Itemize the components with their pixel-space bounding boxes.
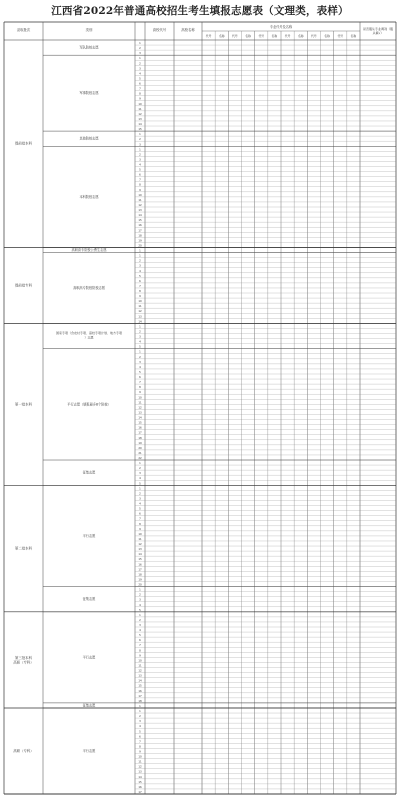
row-number: 10 bbox=[138, 102, 142, 106]
row-number: 12 bbox=[138, 543, 142, 547]
row-number: 13 bbox=[138, 411, 142, 415]
row-number: 10 bbox=[138, 659, 142, 663]
row-number: 9 bbox=[139, 188, 141, 192]
row-number: 11 bbox=[138, 107, 142, 111]
row-number: 13 bbox=[138, 674, 142, 678]
category-label: 国家专项（含农村专项、高校专项计划、地方专项 bbox=[55, 331, 123, 336]
row-number: 1 bbox=[139, 57, 141, 61]
row-number: 17 bbox=[138, 568, 142, 572]
row-number: 5 bbox=[139, 168, 141, 172]
row-number: 11 bbox=[138, 760, 142, 764]
row-number: 3 bbox=[139, 360, 141, 364]
row-number: 10 bbox=[138, 396, 142, 400]
category-label: 本科院校志愿 bbox=[79, 194, 99, 199]
row-number: 2 bbox=[139, 618, 141, 622]
row-number: 2 bbox=[139, 355, 141, 359]
row-number: 5 bbox=[139, 507, 141, 511]
row-number: 8 bbox=[139, 522, 141, 526]
row-number: 19 bbox=[138, 441, 142, 445]
category-label: 征集志愿 bbox=[82, 703, 96, 708]
category-label: 高职高专院校院校志愿 bbox=[73, 285, 105, 290]
section-label: 第三批本科 bbox=[15, 655, 32, 660]
row-number: 13 bbox=[138, 315, 142, 319]
row-number: 1 bbox=[139, 487, 141, 491]
row-number: 11 bbox=[138, 305, 142, 309]
row-number: 18 bbox=[138, 573, 142, 577]
row-number: 16 bbox=[138, 224, 142, 228]
row-number: 2 bbox=[139, 259, 141, 263]
page-title: 江西省2022年普通高校招生考生填报志愿表（文理类，表样） bbox=[51, 5, 349, 17]
row-number: 3 bbox=[139, 264, 141, 268]
header-major-name: 名称 bbox=[245, 34, 251, 38]
row-number: 1 bbox=[139, 704, 141, 708]
row-number: 17 bbox=[138, 790, 142, 794]
row-number: 16 bbox=[138, 785, 142, 789]
row-number: 1 bbox=[139, 249, 141, 253]
row-number: 5 bbox=[139, 730, 141, 734]
header-major-name: 名称 bbox=[324, 34, 330, 38]
row-number: 12 bbox=[138, 310, 142, 314]
row-number: 2 bbox=[139, 153, 141, 157]
header-major-code: 代号 bbox=[284, 34, 291, 38]
header-major-name: 名称 bbox=[271, 34, 278, 38]
row-number: 4 bbox=[139, 477, 141, 481]
row-number: 8 bbox=[139, 386, 141, 390]
row-number: 11 bbox=[138, 664, 142, 668]
row-number: 4 bbox=[139, 340, 141, 344]
row-number: 3 bbox=[139, 143, 141, 147]
row-number: 7 bbox=[139, 517, 141, 521]
row-number: 18 bbox=[138, 234, 142, 238]
row-number: 4 bbox=[139, 629, 141, 633]
row-number: 12 bbox=[138, 203, 142, 207]
category-label: 征集志愿 bbox=[82, 470, 96, 475]
row-number: 7 bbox=[139, 284, 141, 288]
section-label: 高职（专科） bbox=[13, 748, 34, 753]
row-number: 18 bbox=[138, 436, 142, 440]
row-number: 6 bbox=[139, 376, 141, 380]
header-major-code: 代号 bbox=[205, 34, 212, 38]
row-number: 5 bbox=[139, 77, 141, 81]
section-label: 提前批本科 bbox=[15, 141, 32, 146]
row-number: 4 bbox=[139, 365, 141, 369]
header-college-code: 高校代号 bbox=[152, 28, 167, 32]
header-major-code: 代号 bbox=[258, 34, 265, 38]
row-number: 12 bbox=[138, 669, 142, 673]
row-number: 20 bbox=[138, 446, 142, 450]
row-number: 21 bbox=[138, 451, 142, 455]
header-adjust-2: 从填√） bbox=[372, 31, 384, 35]
row-number: 15 bbox=[138, 558, 142, 562]
row-number: 3 bbox=[139, 623, 141, 627]
row-number: 14 bbox=[138, 416, 142, 420]
category-label: 高职高专院校公费生志愿 bbox=[71, 248, 107, 253]
row-number: 2 bbox=[139, 138, 141, 142]
row-number: 5 bbox=[139, 274, 141, 278]
row-number: 15 bbox=[138, 684, 142, 688]
header-major-group: 专业代号及名称 bbox=[269, 25, 293, 29]
row-number: 4 bbox=[139, 163, 141, 167]
section-label: 第一批本科 bbox=[15, 402, 32, 407]
row-number: 17 bbox=[138, 431, 142, 435]
row-number: 19 bbox=[138, 578, 142, 582]
row-number: 22 bbox=[138, 457, 142, 461]
row-number: 4 bbox=[139, 502, 141, 506]
row-number: 2 bbox=[139, 492, 141, 496]
row-number: 1 bbox=[139, 613, 141, 617]
category-label: 征集志愿 bbox=[82, 597, 96, 602]
row-number: 9 bbox=[139, 654, 141, 658]
row-number: 4 bbox=[139, 603, 141, 607]
row-number: 16 bbox=[138, 563, 142, 567]
row-number: 2 bbox=[139, 62, 141, 66]
category-label: 平行志愿 bbox=[82, 533, 96, 538]
row-number: 3 bbox=[139, 497, 141, 501]
row-number: 7 bbox=[139, 740, 141, 744]
row-number: 8 bbox=[139, 183, 141, 187]
row-number: 8 bbox=[139, 92, 141, 96]
row-number: 5 bbox=[139, 482, 141, 486]
row-number: 13 bbox=[138, 117, 142, 121]
row-number: 12 bbox=[138, 406, 142, 410]
row-number: 1 bbox=[139, 350, 141, 354]
row-number: 20 bbox=[138, 583, 142, 587]
row-number: 10 bbox=[138, 755, 142, 759]
row-number: 14 bbox=[138, 123, 142, 127]
category-label: 平行志愿（填报最多8个院校） bbox=[67, 402, 111, 407]
row-number: 9 bbox=[139, 97, 141, 101]
row-number: 4 bbox=[139, 72, 141, 76]
row-number: 2 bbox=[139, 467, 141, 471]
row-number: 8 bbox=[139, 745, 141, 749]
category-label: 军队院校志愿 bbox=[79, 45, 99, 50]
row-number: 16 bbox=[138, 426, 142, 430]
row-number: 7 bbox=[139, 87, 141, 91]
row-number: 12 bbox=[138, 765, 142, 769]
row-number: 3 bbox=[139, 67, 141, 71]
header-adjust: 是否服从专业调剂（服 bbox=[362, 27, 394, 31]
row-number: 7 bbox=[139, 644, 141, 648]
row-number: 9 bbox=[139, 295, 141, 299]
row-number: 8 bbox=[139, 290, 141, 294]
header-college-name: 高校名称 bbox=[181, 28, 195, 32]
row-number: 13 bbox=[138, 770, 142, 774]
section-label: 提前批专科 bbox=[15, 283, 32, 288]
row-number: 5 bbox=[139, 370, 141, 374]
row-number: 14 bbox=[138, 320, 142, 324]
row-number: 2 bbox=[139, 47, 141, 51]
row-number: 6 bbox=[139, 173, 141, 177]
section-label: 第二批本科 bbox=[15, 546, 32, 551]
row-number: 5 bbox=[139, 608, 141, 612]
row-number: 13 bbox=[138, 209, 142, 213]
category-label: 其他院校志愿 bbox=[79, 136, 99, 141]
category-label: 平行志愿 bbox=[82, 655, 96, 660]
row-number: 14 bbox=[138, 214, 142, 218]
row-number: 6 bbox=[139, 735, 141, 739]
row-number: 2 bbox=[139, 330, 141, 334]
row-number: 5 bbox=[139, 634, 141, 638]
header-batch: 录取批次 bbox=[16, 28, 31, 32]
row-number: 13 bbox=[138, 548, 142, 552]
category-label: 平行志愿 bbox=[82, 748, 96, 753]
category-label: ）志愿 bbox=[84, 335, 94, 340]
row-number: 17 bbox=[138, 229, 142, 233]
row-number: 1 bbox=[139, 462, 141, 466]
header-category: 类别 bbox=[85, 28, 93, 32]
row-number: 18 bbox=[138, 699, 142, 703]
row-number: 15 bbox=[138, 128, 142, 132]
row-number: 20 bbox=[138, 244, 142, 248]
row-number: 3 bbox=[139, 720, 141, 724]
row-number: 1 bbox=[139, 254, 141, 258]
header-major-name: 名称 bbox=[297, 34, 304, 38]
row-number: 6 bbox=[139, 279, 141, 283]
row-number: 19 bbox=[138, 239, 142, 243]
row-number: 6 bbox=[139, 512, 141, 516]
row-number: 6 bbox=[139, 82, 141, 86]
row-number: 9 bbox=[139, 750, 141, 754]
row-number: 3 bbox=[139, 52, 141, 56]
row-number: 17 bbox=[138, 694, 142, 698]
row-number: 7 bbox=[139, 178, 141, 182]
row-number: 3 bbox=[139, 335, 141, 339]
row-number: 1 bbox=[139, 148, 141, 152]
row-number: 11 bbox=[138, 198, 142, 202]
row-number: 1 bbox=[139, 42, 141, 46]
row-number: 3 bbox=[139, 472, 141, 476]
row-number: 16 bbox=[138, 689, 142, 693]
header-major-name: 名称 bbox=[350, 34, 357, 38]
row-number: 9 bbox=[139, 527, 141, 531]
row-number: 14 bbox=[138, 679, 142, 683]
row-number: 10 bbox=[138, 193, 142, 197]
row-number: 9 bbox=[139, 391, 141, 395]
row-number: 4 bbox=[139, 725, 141, 729]
row-number: 11 bbox=[138, 537, 142, 541]
header-major-code: 代号 bbox=[337, 34, 344, 38]
row-number: 15 bbox=[138, 780, 142, 784]
row-number: 4 bbox=[139, 269, 141, 273]
row-number: 15 bbox=[138, 421, 142, 425]
row-number: 11 bbox=[138, 401, 142, 405]
row-number: 10 bbox=[138, 300, 142, 304]
row-number: 1 bbox=[139, 133, 141, 137]
section-label: 高职（专科） bbox=[13, 660, 34, 665]
header-major-code: 代号 bbox=[311, 34, 317, 38]
row-number: 12 bbox=[138, 112, 142, 116]
row-number: 7 bbox=[139, 381, 141, 385]
row-number: 14 bbox=[138, 553, 142, 557]
row-number: 6 bbox=[139, 639, 141, 643]
row-number: 3 bbox=[139, 598, 141, 602]
row-number: 1 bbox=[139, 710, 141, 714]
row-number: 1 bbox=[139, 588, 141, 592]
row-number: 14 bbox=[138, 775, 142, 779]
row-number: 5 bbox=[139, 345, 141, 349]
row-number: 1 bbox=[139, 325, 141, 329]
header-major-name: 名称 bbox=[218, 34, 225, 38]
row-number: 8 bbox=[139, 649, 141, 653]
category-label: 军事院校志愿 bbox=[79, 91, 99, 96]
row-number: 15 bbox=[138, 219, 142, 223]
row-number: 3 bbox=[139, 158, 141, 162]
row-number: 2 bbox=[139, 593, 141, 597]
header-major-code: 代号 bbox=[232, 34, 238, 38]
row-number: 2 bbox=[139, 715, 141, 719]
row-number: 10 bbox=[138, 532, 142, 536]
